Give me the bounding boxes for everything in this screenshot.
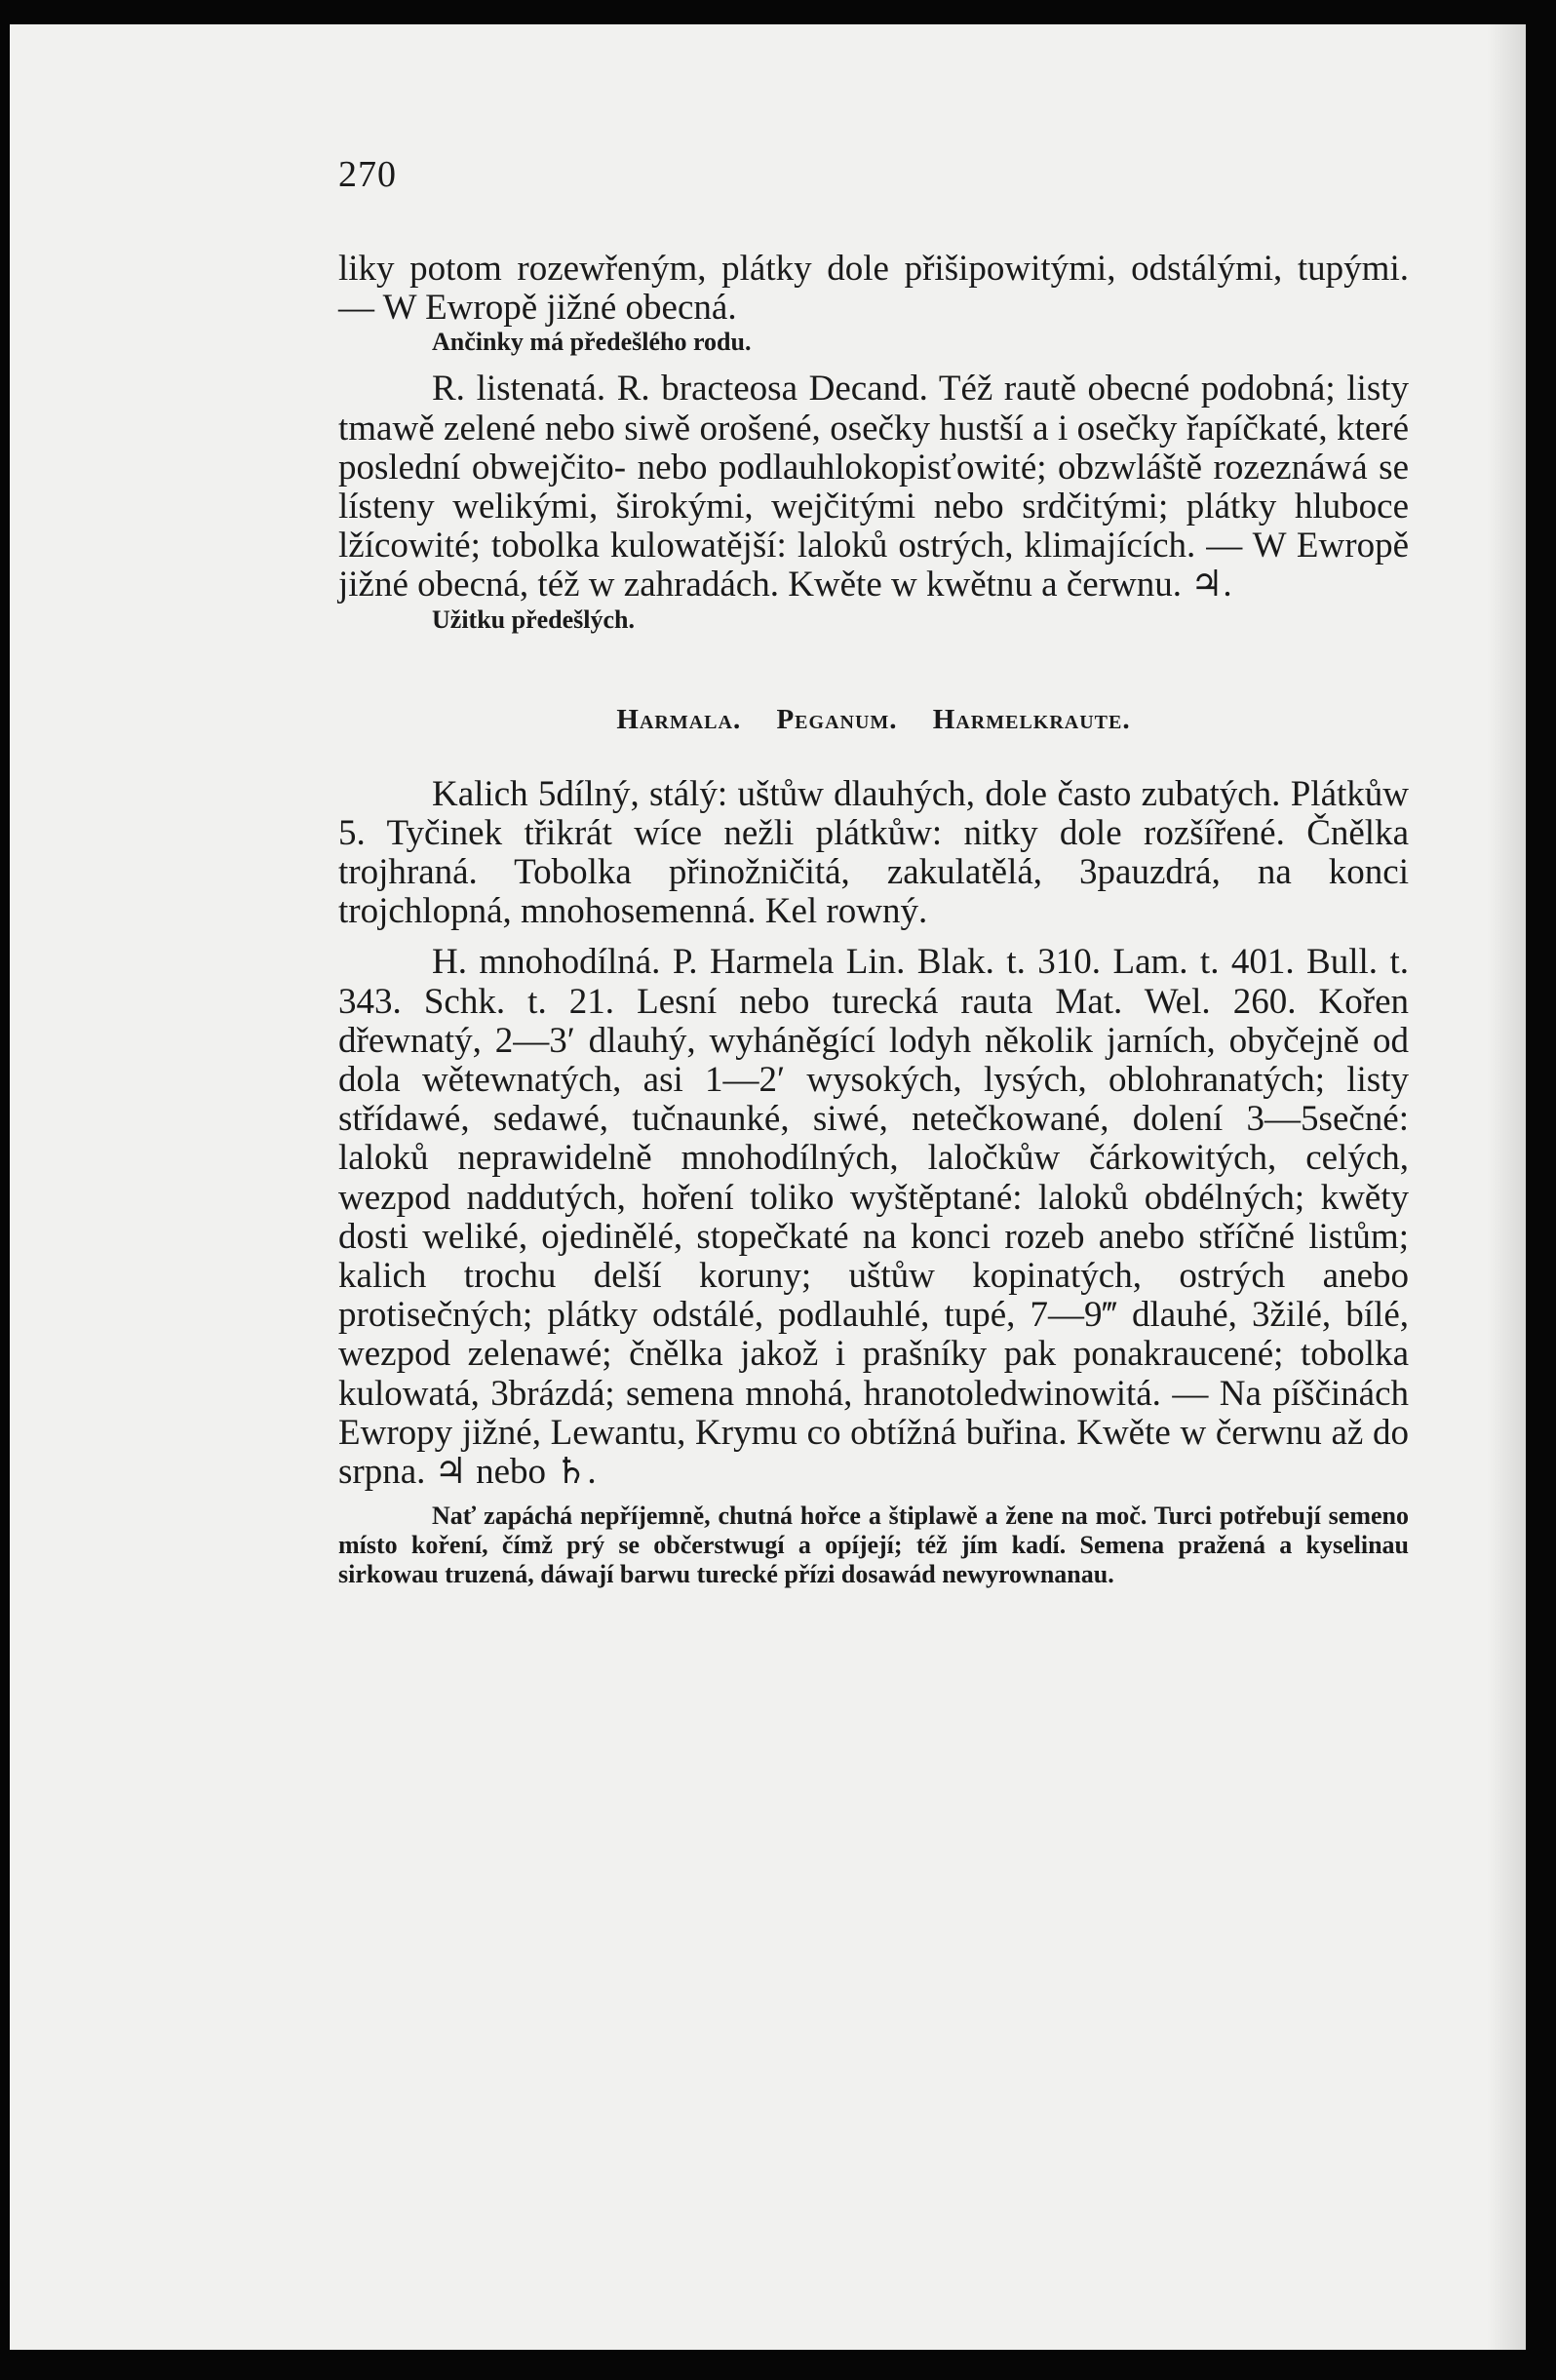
paragraph-genus-description: Kalich 5dílný, stálý: uštůw dlauhých, dole často zubatých. Plátkůw 5. Tyčinek třikrát wíce nežli plátkůw: nitky dole rozšířené. Čnělka trojhraná. Tobolka přinožničitá, zakulatělá, 3pauzdrá, na konci trojchlopná, mnohosemenná. Kel rowný. [338, 773, 1409, 932]
paragraph-harmela-species: H. mnohodílná. P. Harmela Lin. Blak. t. 310. Lam. t. 401. Bull. t. 343. Schk. t. 21. Lesní nebo turecká rauta Mat. Wel. 260. Kořen dřewnatý, 2—3′ dlauhý, wyháněgící lodyh několik jarních, obyčejně od dola wětewnatých, asi 1—2′ wysokých, lysých, oblohranatých; listy střídawé, sedawé, tučnaunké, siwé, netečkowané, dolení 3—5sečné: laloků neprawidelně mnohodílných, laločkůw čárkowitých, celých, wezpod naddutých, hoření toliko wyštěptané: laloků obdélných; kwěty dosti weliké, ojedinělé, stopečkaté na konci rozeb anebo stříčné listům; kalich trochu delší koruny; uštůw kopinatých, ostrých anebo protisečných; plátky odstálé, podlauhlé, tupé, 7—9‴ dlauhé, 3žilé, bílé, wezpod zelenawé; čnělka jakož i prašníky pak ponakraucené; tobolka kulowatá, 3brázdá; semena mnohá, hranotoledwinowitá. — Na píščinách Ewropy jižné, Lewantu, Krymu co obtížná buřina. Kwěte w čerwnu až do srpna. ♃ nebo ♄. [338, 942, 1409, 1493]
genus-heading [338, 704, 1409, 736]
note-uses: Nať zapáchá nepříjemně, chutná hořce a štiplawě a žene na moč. Turci potřebují semeno místo koření, čímž prý se občerstwugí a opíjejí; též jím kadí. Semena pražená a kyselinau sirkowau truzená, dáwají barwu turecké přízi dosawád newyrownanau. [338, 1502, 1409, 1589]
genus-name-german: Harmelkraute. [932, 703, 1131, 735]
book-page [10, 24, 1526, 2350]
genus-name-czech: Harmala. [616, 703, 742, 735]
page-number: 270 [338, 154, 397, 195]
page-content [338, 156, 1409, 1589]
page-edge-shadow [1487, 24, 1526, 2350]
paragraph-ruta-listenata: R. listenatá. R. bracteosa Decand. Též rautě obecné podobná; listy tmawě zelené nebo siwě orošené, osečky hustší a i osečky řapíčkaté, které poslední obwejčito- nebo podlauhlokopisťowité; obzwláště rozeznáwá se lísteny welikými, širokými, wejčitými nebo srdčitými; plátky hluboce lžícowité; tobolka kulowatější: laloků ostrých, klimajících. — W Ewropě jižné obecná, též w zahradách. Kwěte w kwětnu a čerwnu. ♃. [338, 369, 1409, 605]
paragraph-continuation: liky potom rozewřeným, plátky dole přišipowitými, odstálými, tupými. — W Ewropě jižné obecná. [338, 249, 1409, 329]
genus-name-latin: Peganum. [776, 703, 898, 735]
note-anchinky: Ančinky má předešlého rodu. [432, 328, 752, 357]
note-uzitku: Užitku předešlých. [432, 605, 635, 634]
